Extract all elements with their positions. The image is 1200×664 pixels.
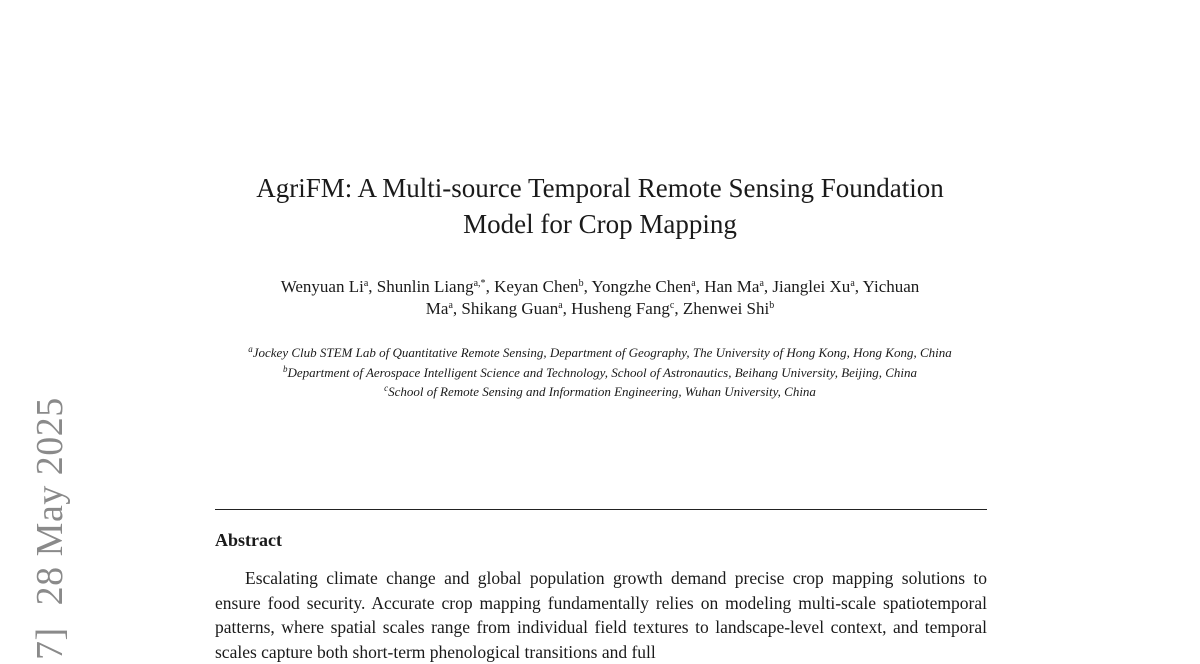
affiliation-item — [200, 343, 1000, 363]
author-name: Yichuan — [862, 277, 920, 296]
author-affiliation-marker: b — [578, 278, 584, 289]
title-line-1: AgriFM: A Multi-source Temporal Remote Sensing Foundation — [256, 173, 944, 203]
affiliation-text: School of Remote Sensing and Information Engineering, Wuhan University, China — [388, 384, 816, 399]
affiliations — [200, 343, 1000, 402]
author-name: Han Ma — [704, 277, 760, 296]
author-name: Husheng Fang — [571, 299, 670, 318]
abstract-heading: Abstract — [215, 530, 282, 550]
author-name: Keyan Chen — [494, 277, 579, 296]
affiliation-marker: b — [282, 363, 288, 374]
affiliation-text: Jockey Club STEM Lab of Quantitative Remote Sensing, Department of Geography, The University of Hong Kong, Hong Kong, China — [252, 345, 952, 360]
affiliation-marker: a — [248, 344, 253, 354]
abstract-text: Escalating climate change and global population growth demand precise crop mapping solutions to ensure food security. Accurate crop mapping fundamentally relies on modeling multi-scale spatiotemporal patterns, where spatial scales range from individual field textures to landscape-level context, and temporal scales capture both short-term phenological transitions and full — [215, 568, 987, 662]
author-affiliation-marker: a — [558, 300, 563, 311]
affiliation-item — [200, 363, 1000, 383]
section-divider — [215, 509, 987, 510]
author-name: Ma — [425, 299, 449, 318]
affiliation-marker: c — [384, 383, 389, 393]
author-name: Shikang Guan — [461, 299, 559, 318]
author-affiliation-marker: c — [669, 300, 675, 311]
affiliation-text: Department of Aerospace Intelligent Science and Technology, School of Astronautics, Beihang University, Beijing, China — [287, 364, 918, 380]
author-affiliation-marker: a — [363, 278, 369, 289]
author-affiliation-marker: a — [691, 278, 696, 289]
author-line-2: Ma$^a$, Shikang Guan$^a$, Husheng Fang$^c$, Zhenwei Shi$^b$ — [425, 299, 775, 318]
paper-title — [200, 170, 1000, 242]
title-line-2: Model for Crop Mapping — [463, 209, 737, 239]
arxiv-category-tag: 7] — [29, 627, 71, 660]
arxiv-date: 28 May 2025 — [29, 397, 71, 606]
author-name: Yongzhe Chen — [591, 277, 692, 296]
author-list — [200, 276, 1000, 320]
author-name: Jianglei Xu — [772, 277, 851, 296]
author-affiliation-marker: a,* — [473, 278, 486, 289]
author-affiliation-marker: b — [769, 300, 775, 311]
arxiv-side-stamp — [28, 397, 72, 660]
author-line-1: Wenyuan Li$^a$, Shunlin Liang$^{a,*}$, Keyan Chen$^b$, Yongzhe Chen$^a$, Han Ma$^a$, Jianglei Xu$^a$, Yichuan — [280, 277, 920, 296]
author-name: Wenyuan Li — [280, 277, 364, 296]
author-name: Shunlin Liang — [376, 277, 474, 296]
author-affiliation-marker: a — [850, 278, 855, 289]
author-name: Zhenwei Shi — [682, 299, 770, 318]
affiliation-item — [200, 382, 1000, 402]
author-affiliation-marker: a — [759, 278, 764, 289]
author-affiliation-marker: a — [448, 300, 453, 311]
